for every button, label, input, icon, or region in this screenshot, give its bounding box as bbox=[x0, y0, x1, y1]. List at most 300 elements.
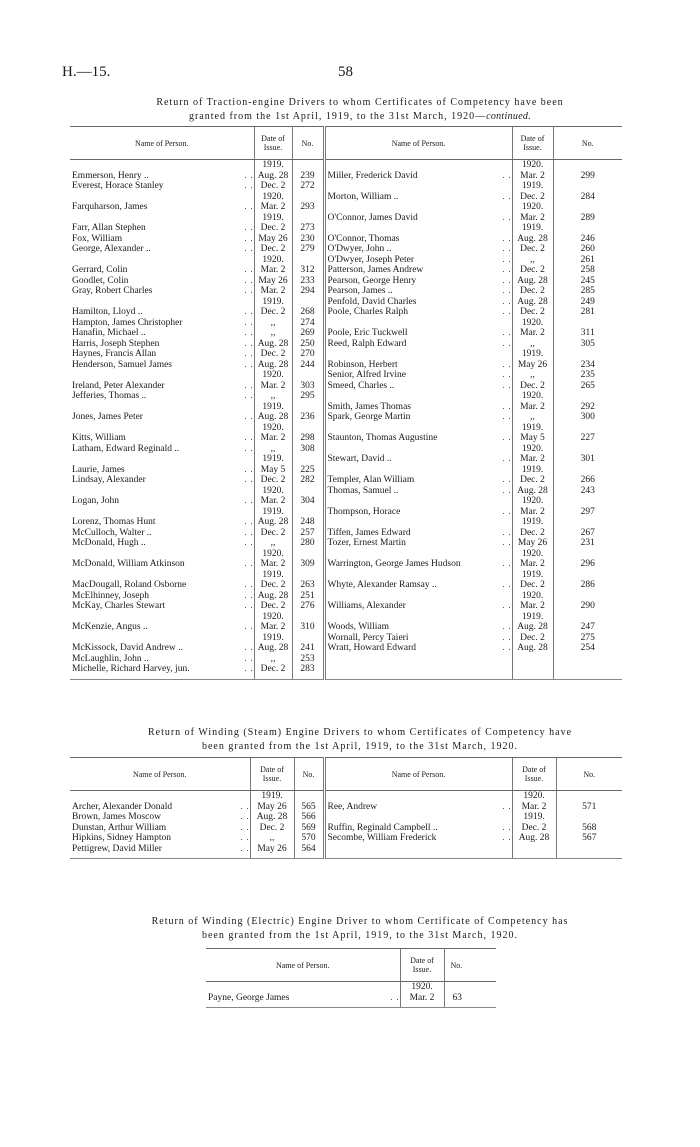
table-row bbox=[70, 349, 622, 360]
person-name: Gray, Robert Charles bbox=[72, 286, 153, 296]
certificate-number bbox=[292, 213, 324, 224]
person-name: Woods, William bbox=[327, 622, 389, 632]
certificate-number: 312 bbox=[292, 265, 324, 276]
issue-date: May 5 bbox=[512, 433, 553, 444]
person-name: Brown, James Moscow bbox=[72, 812, 161, 822]
certificate-number: 298 bbox=[292, 433, 324, 444]
person-name bbox=[70, 454, 212, 465]
leader-dots bbox=[346, 982, 400, 993]
person-name bbox=[324, 465, 480, 476]
leader-dots bbox=[212, 160, 254, 171]
person-name bbox=[324, 654, 480, 665]
person-name: Hamilton, Lloyd .. bbox=[72, 307, 143, 317]
leader-dots bbox=[480, 444, 512, 455]
leader-dots: . . bbox=[244, 527, 254, 537]
leader-dots: . . bbox=[502, 622, 512, 631]
leader-dots: . . bbox=[244, 265, 254, 274]
issue-date: Aug. 28 bbox=[254, 171, 292, 182]
person-name bbox=[324, 664, 480, 679]
table-row bbox=[70, 244, 622, 255]
certificate-number: 567 bbox=[582, 833, 597, 843]
issue-date: 1920. bbox=[254, 255, 292, 266]
table-row bbox=[70, 802, 622, 813]
issue-date: Mar. 2 bbox=[512, 402, 553, 413]
issue-date bbox=[512, 664, 553, 679]
table-row bbox=[70, 370, 622, 381]
table-row bbox=[70, 423, 622, 434]
issue-date: 1920. bbox=[254, 423, 292, 434]
person-name: Whyte, Alexander Ramsay .. bbox=[327, 580, 437, 590]
traction-table bbox=[70, 126, 622, 680]
issue-date: 1920. bbox=[254, 370, 292, 381]
leader-dots: . . bbox=[244, 181, 254, 190]
leader-dots: . . bbox=[244, 601, 254, 610]
issue-date: ,, bbox=[254, 391, 292, 402]
person-name bbox=[324, 570, 480, 581]
certificate-number: 261 bbox=[580, 254, 595, 265]
person-name bbox=[206, 982, 346, 993]
certificate-number bbox=[553, 664, 622, 679]
leader-dots bbox=[480, 349, 512, 360]
person-name: Spark, George Martin bbox=[327, 412, 411, 422]
table-row bbox=[70, 591, 622, 602]
table-row bbox=[70, 580, 622, 591]
leader-dots: . . bbox=[502, 801, 512, 811]
leader-dots: . . bbox=[502, 191, 512, 201]
certificate-number: 263 bbox=[292, 580, 324, 591]
leader-dots bbox=[212, 370, 254, 381]
issue-date: Mar. 2 bbox=[254, 265, 292, 276]
person-name: O'Dwyer, John .. bbox=[327, 244, 392, 254]
traction-left-no-header: No. bbox=[292, 127, 324, 160]
person-name: Reed, Ralph Edward bbox=[327, 338, 407, 349]
certificate-number: 236 bbox=[292, 412, 324, 423]
person-name: Farr, Allan Stephen bbox=[72, 223, 146, 233]
person-name: Stewart, David .. bbox=[327, 454, 392, 464]
person-name bbox=[324, 517, 480, 528]
certificate-number: 569 bbox=[294, 823, 324, 834]
leader-dots: . . bbox=[244, 433, 254, 442]
issue-date: ,, bbox=[254, 538, 292, 549]
person-name: Emmerson, Henry .. bbox=[72, 170, 149, 181]
table-row bbox=[70, 664, 622, 679]
issue-date: ,, bbox=[254, 318, 292, 329]
leader-dots: . . bbox=[244, 412, 254, 421]
winding-steam-table bbox=[70, 757, 622, 859]
person-name bbox=[70, 160, 212, 171]
page-section-label: H.—15. bbox=[62, 64, 111, 80]
issue-date: 1919. bbox=[254, 507, 292, 518]
issue-date: Dec. 2 bbox=[512, 528, 553, 539]
table-row bbox=[70, 160, 622, 171]
leader-dots: . . bbox=[502, 412, 512, 421]
table-row bbox=[70, 213, 622, 224]
leader-dots: . . bbox=[502, 632, 512, 642]
person-name: McKay, Charles Stewart bbox=[72, 601, 166, 611]
table-row bbox=[70, 234, 622, 245]
certificate-number bbox=[553, 570, 622, 581]
person-name bbox=[70, 791, 208, 802]
certificate-number: 258 bbox=[580, 265, 595, 275]
person-name: Senior, Alfred Irvine bbox=[327, 370, 407, 380]
certificate-number: 279 bbox=[292, 244, 324, 255]
leader-dots: . . bbox=[502, 359, 512, 369]
leader-dots: . . bbox=[240, 812, 250, 821]
certificate-number: 296 bbox=[580, 559, 595, 569]
issue-date: 1919. bbox=[254, 160, 292, 171]
leader-dots: . . bbox=[502, 265, 512, 274]
leader-dots bbox=[480, 202, 512, 213]
table-row bbox=[70, 181, 622, 192]
issue-date: ,, bbox=[512, 412, 553, 423]
leader-dots: . . bbox=[502, 170, 512, 180]
table-row bbox=[70, 601, 622, 612]
certificate-number bbox=[553, 318, 622, 329]
certificate-number: 245 bbox=[580, 275, 595, 286]
certificate-number bbox=[292, 507, 324, 518]
leader-dots bbox=[480, 517, 512, 528]
table-row bbox=[70, 276, 622, 287]
certificate-number: 251 bbox=[292, 591, 324, 602]
certificate-number: 248 bbox=[292, 517, 324, 528]
issue-date bbox=[512, 844, 556, 859]
leader-dots: . . bbox=[244, 559, 254, 568]
table-row bbox=[70, 643, 622, 654]
issue-date: Dec. 2 bbox=[254, 349, 292, 360]
certificate-number: 250 bbox=[292, 339, 324, 350]
table-row bbox=[70, 444, 622, 455]
person-name: George, Alexander .. bbox=[72, 244, 151, 254]
certificate-number: 227 bbox=[580, 433, 595, 443]
person-name: Fox, William bbox=[72, 233, 123, 244]
person-name: Henderson, Samuel James bbox=[72, 359, 172, 370]
certificate-number: 244 bbox=[292, 360, 324, 371]
certificate-number bbox=[553, 465, 622, 476]
person-name: Hampton, James Christopher bbox=[72, 317, 183, 328]
steam-right-no-header: No. bbox=[556, 758, 622, 791]
certificate-number: 265 bbox=[580, 380, 595, 391]
table-row bbox=[70, 297, 622, 308]
table-row bbox=[70, 517, 622, 528]
issue-date: 1919. bbox=[254, 633, 292, 644]
issue-date: 1919. bbox=[250, 791, 294, 802]
person-name bbox=[324, 444, 480, 455]
person-name: Payne, George James bbox=[206, 993, 346, 1008]
leader-dots bbox=[480, 223, 512, 234]
certificate-number: 241 bbox=[292, 643, 324, 654]
person-name bbox=[324, 612, 480, 623]
person-name: Williams, Alexander bbox=[327, 601, 406, 611]
leader-dots: . . bbox=[502, 485, 512, 495]
issue-date: Dec. 2 bbox=[512, 381, 553, 392]
certificate-number bbox=[553, 612, 622, 623]
winding-electric-title bbox=[40, 915, 680, 943]
person-name bbox=[324, 318, 480, 329]
person-name: Wratt, Howard Edward bbox=[327, 643, 417, 653]
issue-date: 1920. bbox=[512, 791, 556, 802]
certificate-number: 299 bbox=[580, 170, 595, 181]
leader-dots: . . bbox=[244, 653, 254, 663]
leader-dots: . . bbox=[502, 401, 512, 411]
certificate-number bbox=[553, 496, 622, 507]
issue-date: ,, bbox=[254, 444, 292, 455]
issue-date: Dec. 2 bbox=[254, 528, 292, 539]
certificate-number bbox=[553, 223, 622, 234]
table-row bbox=[70, 192, 622, 203]
issue-date: Dec. 2 bbox=[254, 244, 292, 255]
person-name: Lindsay, Alexander bbox=[72, 475, 146, 485]
person-name: Haynes, Francis Allan bbox=[72, 349, 157, 359]
leader-dots: . . bbox=[502, 212, 512, 222]
issue-date: Dec. 2 bbox=[254, 307, 292, 318]
certificate-number: 246 bbox=[580, 233, 595, 244]
leader-dots: . . bbox=[244, 275, 254, 285]
leader-dots: . . bbox=[244, 349, 254, 358]
issue-date: 1919. bbox=[512, 570, 553, 581]
table-row bbox=[70, 559, 622, 570]
issue-date: Dec. 2 bbox=[512, 244, 553, 255]
leader-dots: . . bbox=[502, 338, 512, 348]
certificate-number: 565 bbox=[294, 802, 324, 813]
table-row bbox=[70, 528, 622, 539]
leader-dots bbox=[480, 423, 512, 434]
person-name: O'Connor, James David bbox=[327, 212, 418, 223]
issue-date: 1920. bbox=[512, 591, 553, 602]
issue-date: 1919. bbox=[512, 181, 553, 192]
person-name: Everest, Horace Stanley bbox=[72, 181, 164, 191]
leader-dots: . . bbox=[244, 443, 254, 453]
person-name bbox=[324, 391, 480, 402]
person-name: McKissock, David Andrew .. bbox=[72, 643, 183, 653]
certificate-number: 286 bbox=[580, 580, 595, 590]
winding-electric-title-line-1: Return of Winding (Electric) Engine Driver to whom Certificate of Competency has bbox=[151, 916, 569, 927]
issue-date: 1919. bbox=[254, 297, 292, 308]
issue-date: 1920. bbox=[512, 160, 553, 171]
certificate-number bbox=[553, 444, 622, 455]
issue-date: Mar. 2 bbox=[254, 202, 292, 213]
table-row bbox=[70, 328, 622, 339]
certificate-number bbox=[556, 791, 622, 802]
issue-date: ,, bbox=[512, 255, 553, 266]
certificate-number bbox=[292, 402, 324, 413]
certificate-number: 270 bbox=[292, 349, 324, 360]
issue-date: Dec. 2 bbox=[254, 601, 292, 612]
leader-dots: . . bbox=[502, 454, 512, 463]
leader-dots bbox=[212, 402, 254, 413]
table-row bbox=[70, 223, 622, 234]
certificate-number: 284 bbox=[580, 191, 595, 202]
certificate-number: 233 bbox=[292, 276, 324, 287]
certificate-number bbox=[292, 454, 324, 465]
person-name: McKenzie, Angus .. bbox=[72, 622, 148, 632]
person-name: Laurie, James bbox=[72, 464, 125, 475]
leader-dots: . . bbox=[502, 244, 512, 253]
winding-steam-title bbox=[40, 726, 680, 754]
table-row bbox=[70, 391, 622, 402]
certificate-number: 311 bbox=[580, 328, 595, 338]
issue-date: May 26 bbox=[254, 234, 292, 245]
issue-date: Mar. 2 bbox=[512, 559, 553, 570]
certificate-number bbox=[444, 982, 496, 993]
person-name: Pearson, James .. bbox=[327, 286, 393, 296]
leader-dots: . . bbox=[502, 275, 512, 285]
person-name bbox=[324, 202, 480, 213]
issue-date: Mar. 2 bbox=[512, 507, 553, 518]
certificate-number: 566 bbox=[294, 812, 324, 823]
certificate-number: 268 bbox=[292, 307, 324, 318]
leader-dots: . . bbox=[244, 475, 254, 484]
certificate-number bbox=[553, 517, 622, 528]
table-row bbox=[70, 454, 622, 465]
certificate-number: 274 bbox=[292, 318, 324, 329]
table-row bbox=[70, 255, 622, 266]
issue-date: 1920. bbox=[400, 982, 444, 993]
person-name: Ree, Andrew bbox=[327, 801, 378, 812]
leader-dots: . . bbox=[244, 307, 254, 316]
certificate-number: 269 bbox=[292, 328, 324, 339]
certificate-number: 225 bbox=[292, 465, 324, 476]
person-name: Ireland, Peter Alexander bbox=[72, 380, 165, 391]
table-row bbox=[70, 202, 622, 213]
steam-left-date-header: Date of Issue. bbox=[250, 758, 294, 791]
table-row bbox=[206, 982, 496, 993]
certificate-number: 297 bbox=[580, 506, 595, 517]
person-name: Hipkins, Sidney Hampton bbox=[72, 833, 171, 843]
steam-right-name-header: Name of Person. bbox=[324, 758, 512, 791]
leader-dots bbox=[474, 812, 512, 823]
certificate-number bbox=[292, 160, 324, 171]
issue-date: Mar. 2 bbox=[254, 559, 292, 570]
certificate-number: 310 bbox=[292, 622, 324, 633]
issue-date: May 26 bbox=[250, 802, 294, 813]
traction-left-date-header: Date of Issue. bbox=[254, 127, 292, 160]
person-name bbox=[70, 423, 212, 434]
certificate-number: 564 bbox=[294, 844, 324, 859]
issue-date: Dec. 2 bbox=[512, 580, 553, 591]
certificate-number bbox=[553, 549, 622, 560]
issue-date: Dec. 2 bbox=[512, 307, 553, 318]
leader-dots bbox=[212, 297, 254, 308]
person-name bbox=[324, 349, 480, 360]
certificate-number bbox=[553, 349, 622, 360]
leader-dots bbox=[212, 612, 254, 623]
issue-date: 1919. bbox=[254, 402, 292, 413]
issue-date: May 5 bbox=[254, 465, 292, 476]
winding-steam-title-line-1: Return of Winding (Steam) Engine Drivers to whom Certificates of Competency have bbox=[147, 727, 573, 738]
person-name: Jefferies, Thomas .. bbox=[72, 391, 147, 401]
person-name: McDonald, Hugh .. bbox=[72, 538, 146, 548]
certificate-number: 282 bbox=[292, 475, 324, 486]
leader-dots: . . bbox=[502, 307, 512, 316]
issue-date: Mar. 2 bbox=[254, 433, 292, 444]
certificate-number bbox=[292, 549, 324, 560]
person-name: Gerrard, Colin bbox=[72, 265, 128, 275]
person-name: Tiffen, James Edward bbox=[327, 527, 411, 538]
issue-date: Dec. 2 bbox=[254, 223, 292, 234]
leader-dots bbox=[480, 318, 512, 329]
certificate-number: 257 bbox=[292, 528, 324, 539]
leader-dots bbox=[208, 791, 250, 802]
issue-date: ,, bbox=[254, 654, 292, 665]
leader-dots: . . bbox=[240, 801, 250, 811]
certificate-number: 571 bbox=[582, 801, 597, 812]
person-name: Jones, James Peter bbox=[72, 412, 143, 422]
certificate-number: 290 bbox=[580, 601, 595, 611]
table-row bbox=[70, 307, 622, 318]
issue-date: Aug. 28 bbox=[254, 412, 292, 423]
certificate-number: 276 bbox=[292, 601, 324, 612]
person-name bbox=[324, 181, 480, 192]
certificate-number bbox=[292, 486, 324, 497]
person-name bbox=[324, 223, 480, 234]
person-name: Logan, John bbox=[72, 496, 119, 506]
certificate-number: 234 bbox=[580, 359, 595, 370]
table-row bbox=[70, 654, 622, 665]
person-name bbox=[70, 297, 212, 308]
table-row bbox=[70, 507, 622, 518]
person-name: Tozer, Ernest Martin bbox=[327, 538, 406, 548]
table-row bbox=[206, 993, 496, 1008]
certificate-number: 273 bbox=[292, 223, 324, 234]
issue-date: Aug. 28 bbox=[512, 234, 553, 245]
leader-dots: . . bbox=[502, 580, 512, 589]
leader-dots bbox=[480, 591, 512, 602]
traction-right-date-header: Date of Issue. bbox=[512, 127, 553, 160]
winding-electric-table bbox=[206, 948, 496, 1008]
certificate-number: 303 bbox=[292, 381, 324, 392]
issue-date: May 26 bbox=[250, 844, 294, 859]
leader-dots bbox=[480, 612, 512, 623]
leader-dots bbox=[480, 570, 512, 581]
table-row bbox=[70, 622, 622, 633]
traction-title-line-1: Return of Traction-engine Drivers to whom Certificates of Competency have been bbox=[156, 97, 564, 108]
leader-dots: . . bbox=[244, 538, 254, 547]
leader-dots bbox=[480, 181, 512, 192]
issue-date: Aug. 28 bbox=[254, 360, 292, 371]
certificate-number bbox=[292, 570, 324, 581]
steam-left-no-header: No. bbox=[294, 758, 324, 791]
issue-date: 1919. bbox=[512, 223, 553, 234]
issue-date: 1919. bbox=[512, 465, 553, 476]
leader-dots: . . bbox=[244, 244, 254, 253]
leader-dots: . . bbox=[208, 844, 250, 859]
leader-dots bbox=[474, 791, 512, 802]
table-row bbox=[70, 318, 622, 329]
issue-date: Aug. 28 bbox=[512, 622, 553, 633]
winding-steam-title-line-2: been granted from the 1st April, 1919, to the 31st March, 1920. bbox=[201, 741, 518, 752]
leader-dots: . . bbox=[244, 643, 254, 652]
person-name: MacDougall, Roland Osborne bbox=[72, 580, 187, 590]
person-name: Harris, Joseph Stephen bbox=[72, 338, 160, 349]
issue-date: 1920. bbox=[512, 318, 553, 329]
table-row bbox=[70, 570, 622, 581]
leader-dots: . . bbox=[244, 622, 254, 631]
person-name: Smith, James Thomas bbox=[327, 401, 411, 412]
person-name: McCulloch, Walter .. bbox=[72, 527, 152, 538]
person-name: Archer, Alexander Donald bbox=[72, 801, 173, 812]
person-name: Penfold, David Charles bbox=[327, 296, 417, 307]
certificate-number bbox=[553, 160, 622, 171]
certificate-number bbox=[292, 423, 324, 434]
leader-dots: . . bbox=[244, 496, 254, 505]
leader-dots: . . bbox=[244, 380, 254, 390]
issue-date: 1919. bbox=[512, 612, 553, 623]
person-name: Michelle, Richard Harvey, jun. bbox=[70, 664, 212, 679]
leader-dots bbox=[480, 391, 512, 402]
traction-right-no-header: No. bbox=[553, 127, 622, 160]
table-row bbox=[70, 812, 622, 823]
leader-dots: . . bbox=[502, 506, 512, 516]
